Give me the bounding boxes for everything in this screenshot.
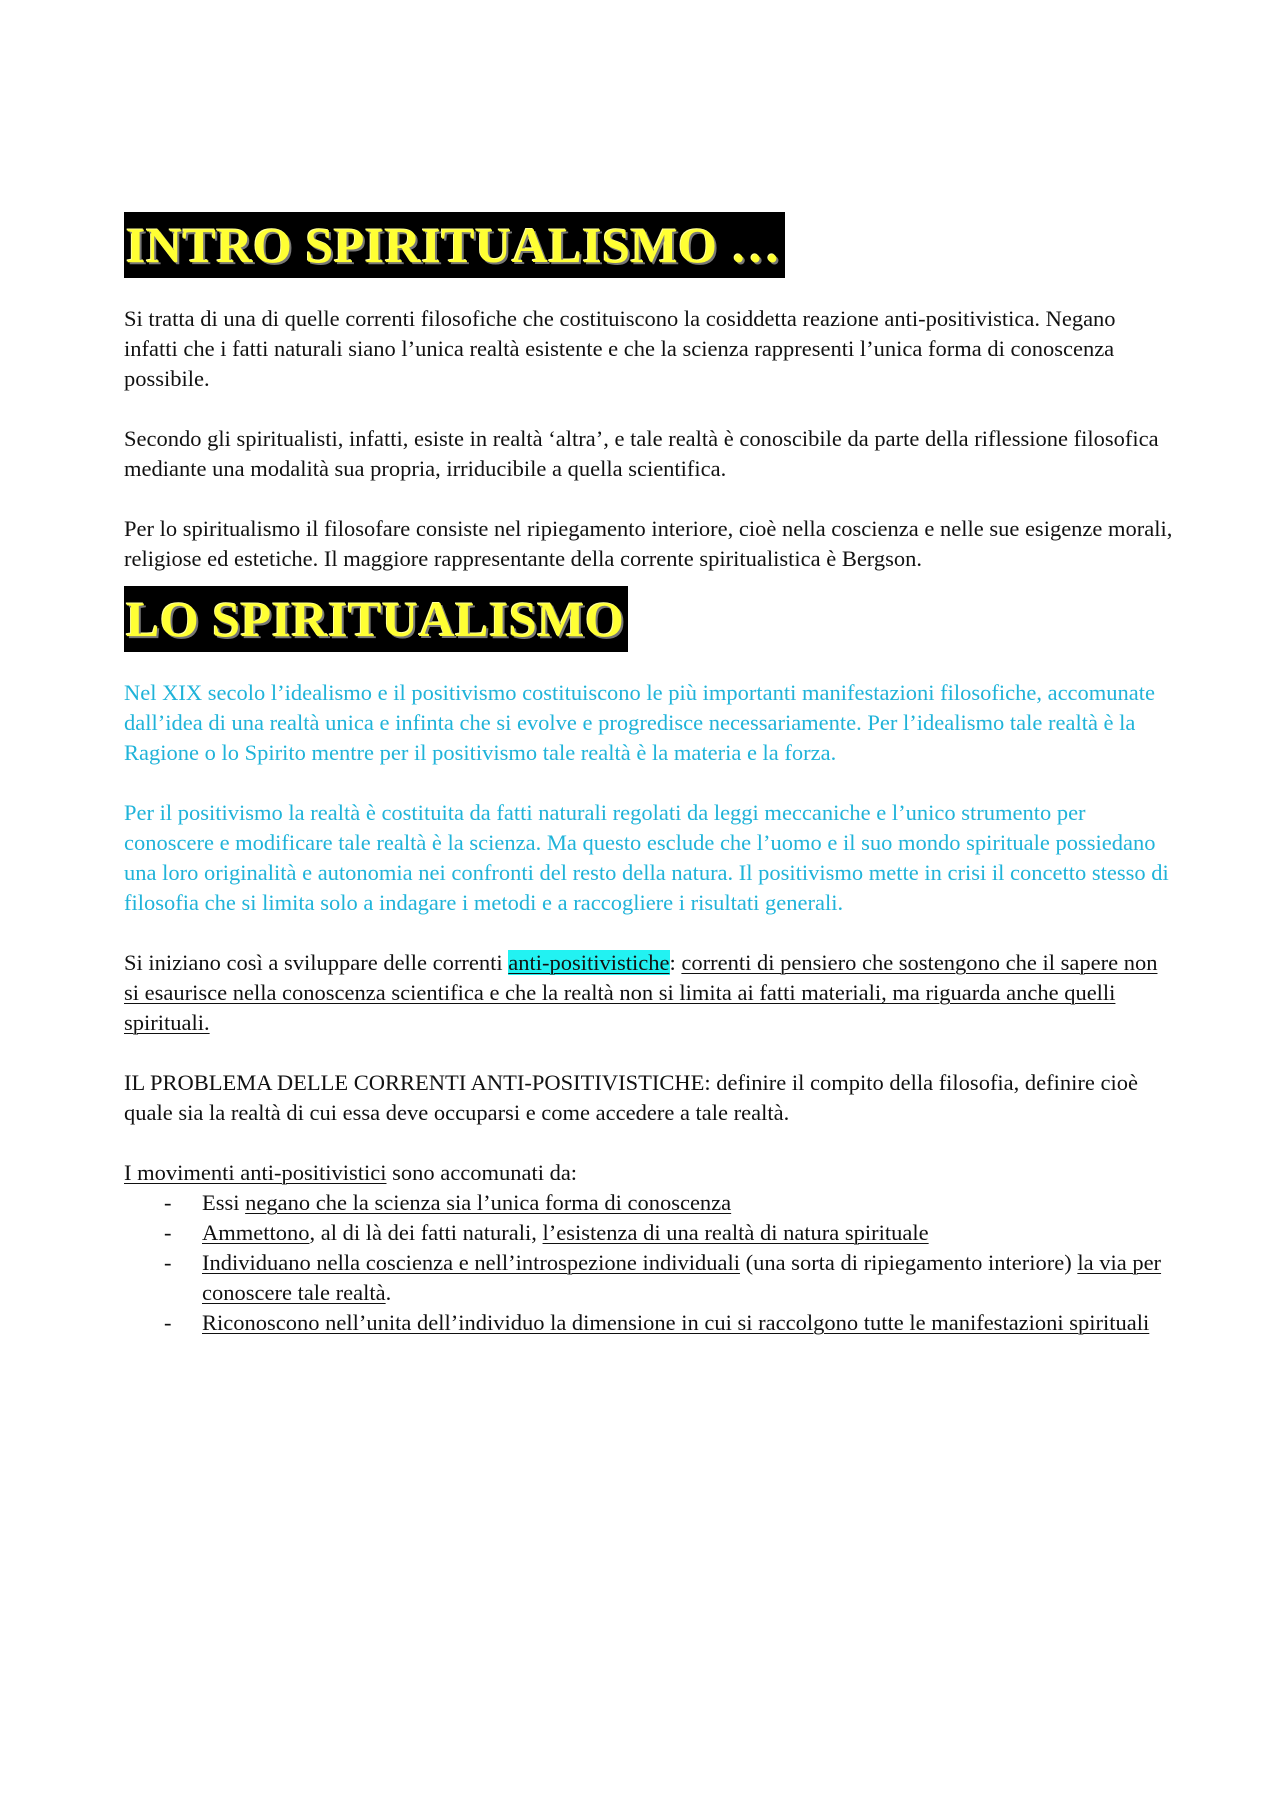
list-item	[124, 1248, 1174, 1308]
intro-paragraph-1: Si tratta di una di quelle correnti filosofiche che costituiscono la cosiddetta reazione anti-positivistica. Negano infatti che i fatti naturali siano l’unica realtà esistente e che la scienza rappresenti l’unica forma di conoscenza possibile.	[124, 306, 1116, 391]
list-item	[124, 1188, 1174, 1218]
spiritualismo-paragraph-1: Nel XIX secolo l’idealismo e il positivismo costituiscono le più importanti manifestazioni filosofiche, accomunate dall’idea di una realtà unica e infinta che si evolve e progredisce necessariamente. Per l’idealismo tale realtà è la Ragione o lo Spirito mentre per il positivismo tale realtà è la materia e la forza.	[124, 680, 1156, 765]
item-1-b: negano che la scienza sia l’unica forma di conoscenza	[245, 1190, 732, 1215]
p3-colon: :	[669, 950, 682, 975]
dash-bullet: -	[164, 1190, 172, 1215]
item-4-a: Riconoscono nell’unita dell’individuo la dimensione in cui si raccolgono tutte le manifestazioni spirituali	[202, 1310, 1150, 1335]
anti-positivist-features-list	[124, 1188, 1174, 1338]
dash-bullet: -	[164, 1220, 172, 1245]
spiritualismo-paragraph-2: Per il positivismo la realtà è costituita da fatti naturali regolati da leggi meccaniche e l’unico strumento per conoscere e modificare tale realtà è la scienza. Ma questo esclude che l’uomo e il suo mondo spirituale possiedano una loro originalità e autonomia nei confronti del resto della natura. Il positivismo mette in crisi il concetto stesso di filosofia che si limita solo a indagare i metodi e a raccogliere i risultati generali.	[124, 800, 1169, 915]
list-intro-underlined: I movimenti anti-positivistici	[124, 1160, 387, 1185]
item-1-a: Essi	[202, 1190, 246, 1215]
document-page	[124, 212, 1174, 1338]
p3-underlined-definition: correnti di pensiero che sostengono che il sapere non si esaurisce nella conoscenza scientifica e che la realtà non si limita ai fatti materiali, ma riguarda anche quelli spirituali.	[124, 950, 1158, 1035]
item-2-a: Ammettono	[202, 1220, 310, 1245]
intro-paragraph-2: Secondo gli spiritualisti, infatti, esiste in realtà ‘altra’, e tale realtà è conoscibile da parte della riflessione filosofica mediante una modalità sua propria, irriducibile a quella scientifica.	[124, 426, 1159, 481]
dash-bullet: -	[164, 1310, 172, 1335]
dash-bullet: -	[164, 1250, 172, 1275]
p3-text-before: Si iniziano così a sviluppare delle correnti	[124, 950, 509, 975]
heading-intro-spiritualismo: INTRO SPIRITUALISMO …	[124, 212, 785, 278]
spiritualismo-paragraph-3	[124, 948, 1174, 1038]
item-2-c: l’esistenza di una realtà di natura spirituale	[542, 1220, 929, 1245]
list-item	[124, 1308, 1174, 1338]
spiritualismo-paragraph-4: IL PROBLEMA DELLE CORRENTI ANTI-POSITIVISTICHE: definire il compito della filosofia, definire cioè quale sia la realtà di cui essa deve occuparsi e come accedere a tale realtà.	[124, 1070, 1138, 1125]
list-intro-rest: sono accomunati da:	[386, 1160, 578, 1185]
item-3-d: .	[385, 1280, 392, 1305]
intro-paragraph-3: Per lo spiritualismo il filosofare consiste nel ripiegamento interiore, cioè nella coscienza e nelle sue esigenze morali, religiose ed estetiche. Il maggiore rappresentante della corrente spiritualistica è Bergson.	[124, 516, 1173, 571]
highlighted-term: anti-positivistiche	[508, 950, 670, 975]
heading-lo-spiritualismo: LO SPIRITUALISMO	[124, 586, 628, 652]
list-intro	[124, 1158, 1174, 1188]
item-2-b: , al di là dei fatti naturali,	[309, 1220, 543, 1245]
list-item	[124, 1218, 1174, 1248]
item-3-b: (una sorta di ripiegamento interiore)	[739, 1250, 1078, 1275]
item-3-c: la via per conoscere tale realtà	[202, 1250, 1162, 1305]
item-3-a: Individuano nella coscienza e nell’introspezione individuali	[202, 1250, 740, 1275]
